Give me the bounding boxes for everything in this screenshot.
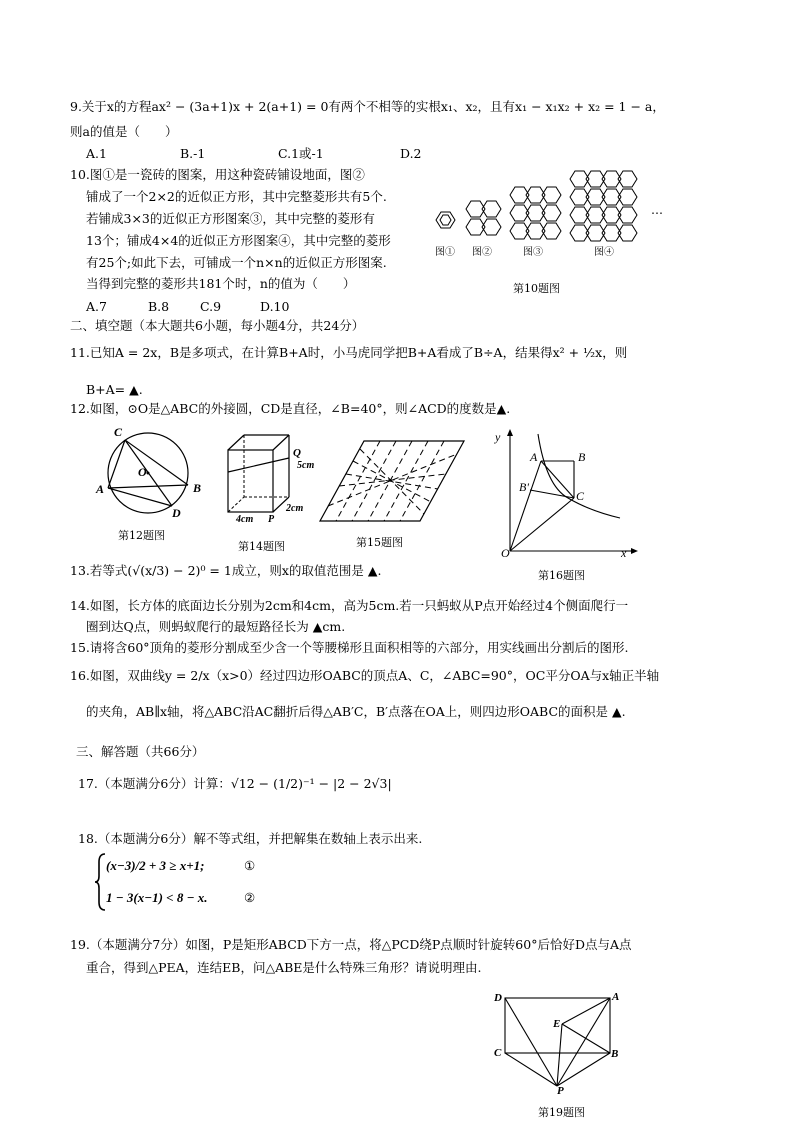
q16-line1: 16.如图，双曲线y = 2/x（x>0）经过四边形OABC的顶点A、C，∠ABC=90°，OC平分OA与x轴正半轴	[70, 668, 660, 683]
fig10-pattern-3	[510, 187, 561, 239]
fig14-label-2cm: 2cm	[286, 503, 304, 514]
fig10-label-4: 图④	[594, 247, 614, 258]
fig19-caption: 第19题图	[538, 1106, 585, 1119]
fig14-label-p: P	[268, 514, 275, 525]
fig12-label-d: D	[172, 506, 181, 520]
fig19-label-b: B	[611, 1048, 619, 1060]
q9-option-a: A.1	[86, 146, 107, 161]
figure-12-circle	[100, 425, 210, 525]
fig19-label-c: C	[494, 1047, 502, 1059]
q10-line5: 有25个;如此下去，可铺成一个n×n的近似正方形图案.	[86, 255, 387, 270]
q9-option-b: B.-1	[180, 146, 206, 161]
q10-option-c: C.9	[200, 299, 222, 314]
q10-option-d: D.10	[260, 299, 290, 314]
figure-10-tile-patterns	[430, 165, 670, 265]
q10-line6: 当得到完整的菱形共181个时，n的值为（ ）	[86, 276, 356, 291]
q10-option-b: B.8	[148, 299, 170, 314]
q14-line2: 圈到达Q点，则蚂蚁爬行的最短路径长为 ▲cm.	[86, 619, 346, 634]
q10-line2: 铺成了一个2×2的近似正方形，其中完整菱形共有5个.	[86, 189, 387, 204]
fig10-ellipsis: …	[651, 203, 663, 217]
fig19-label-p: P	[557, 1085, 564, 1097]
figure-15-rhombus	[320, 438, 470, 528]
q11-line1: 11.已知A = 2x，B是多项式，在计算B+A时，小马虎同学把B+A看成了B÷A，结果得x² + ½x，则	[70, 345, 628, 360]
q18-inequality-2: 1 − 3(x−1) < 8 − x.	[106, 890, 208, 905]
q9-option-c: C.1或-1	[278, 146, 324, 161]
q19-line2: 重合，得到△PEA，连结EB，问△ABE是什么特殊三角形？请说明理由.	[86, 960, 482, 975]
fig16-label-y: y	[495, 430, 501, 444]
q10-line1: 10.图①是一瓷砖的图案，用这种瓷砖铺设地面，图②	[70, 167, 365, 182]
section-2-heading: 二、填空题（本大题共6小题，每小题4分，共24分）	[70, 318, 365, 333]
fig16-label-x: x	[621, 546, 627, 560]
fig16-label-o: O	[501, 546, 510, 560]
fig10-pattern-4	[570, 171, 637, 241]
fig19-label-e: E	[553, 1018, 561, 1030]
q16-line2: 的夹角，AB∥x轴，将△ABC沿AC翻折后得△AB′C，B′点落在OA上，则四边形OABC的面积是 ▲.	[86, 704, 626, 719]
fig10-label-1: 图①	[435, 247, 455, 258]
q11-line2: B+A= ▲.	[86, 382, 143, 397]
fig19-label-a: A	[612, 991, 620, 1003]
fig12-caption: 第12题图	[118, 529, 165, 542]
fig14-label-4cm: 4cm	[236, 514, 254, 525]
q9-option-d: D.2	[400, 146, 422, 161]
fig16-label-b-prime: B'	[519, 480, 529, 494]
q10-option-a: A.7	[86, 299, 107, 314]
q10-line4: 13个；铺成4×4的近似正方形图案④，其中完整的菱形	[86, 233, 391, 248]
q12-text: 12.如图，⊙O是△ABC的外接圆，CD是直径，∠B=40°，则∠ACD的度数是▲.	[70, 401, 511, 416]
section-3-heading: 三、解答题（共66分）	[76, 744, 205, 759]
q17-text: 17.（本题满分6分）计算：√12 − (1/2)⁻¹ − |2 − 2√3|	[78, 776, 392, 791]
fig16-label-b: B	[578, 450, 586, 464]
fig19-label-d: D	[494, 992, 502, 1004]
q9-line2: 则a的值是（ ）	[70, 124, 178, 139]
q9-line1	[70, 99, 665, 115]
q18-mark-2: ②	[244, 890, 256, 905]
fig12-label-a: A	[96, 482, 105, 496]
fig16-caption: 第16题图	[538, 569, 585, 582]
fig14-label-q: Q	[293, 447, 301, 459]
q10-line3: 若铺成3×3的近似正方形图案③，其中完整的菱形有	[86, 211, 375, 226]
q9-stem: 9.关于x的方程ax² − (3a+1)x + 2(a+1) = 0有两个不相等的实根x₁、x₂，且有x₁ − x₁x₂ + x₂ = 1 − a，	[70, 99, 665, 114]
fig14-label-5cm: 5cm	[297, 460, 315, 471]
fig12-label-b: B	[193, 481, 202, 495]
fig14-caption: 第14题图	[238, 540, 285, 553]
figure-16-hyperbola	[490, 426, 640, 561]
fig16-label-c: C	[576, 489, 585, 503]
q13-text: 13.若等式(√(x/3) − 2)⁰ = 1成立，则x的取值范围是 ▲.	[70, 563, 382, 578]
q14-line1: 14.如图，长方体的底面边长分别为2cm和4cm，高为5cm.若一只蚂蚁从P点开始经过4个侧面爬行一	[70, 598, 629, 613]
fig10-label-2: 图②	[472, 247, 492, 258]
fig15-caption: 第15题图	[356, 536, 403, 549]
q18-inequality-1: (x−3)/2 + 3 ≥ x+1;	[106, 858, 205, 873]
fig10-caption: 第10题图	[513, 282, 560, 295]
fig10-label-3: 图③	[523, 247, 543, 258]
figure-19-rectangle	[490, 990, 630, 1100]
fig10-pattern-2	[466, 201, 501, 235]
q18-mark-1: ①	[244, 858, 256, 873]
fig10-pattern-1	[436, 212, 455, 228]
q19-line1: 19.（本题满分7分）如图，P是矩形ABCD下方一点，将△PCD绕P点顺时针旋转60°后恰好D点与A点	[70, 937, 632, 952]
q18-text: 18.（本题满分6分）解不等式组，并把解集在数轴上表示出来.	[78, 831, 423, 846]
q15-text: 15.请将含60°顶角的菱形分割成至少含一个等腰梯形且面积相等的六部分，用实线画出分割后的图形.	[70, 640, 629, 655]
fig16-label-a: A	[530, 450, 538, 464]
fig12-label-o: O	[138, 465, 147, 479]
fig12-label-c: C	[114, 425, 123, 439]
